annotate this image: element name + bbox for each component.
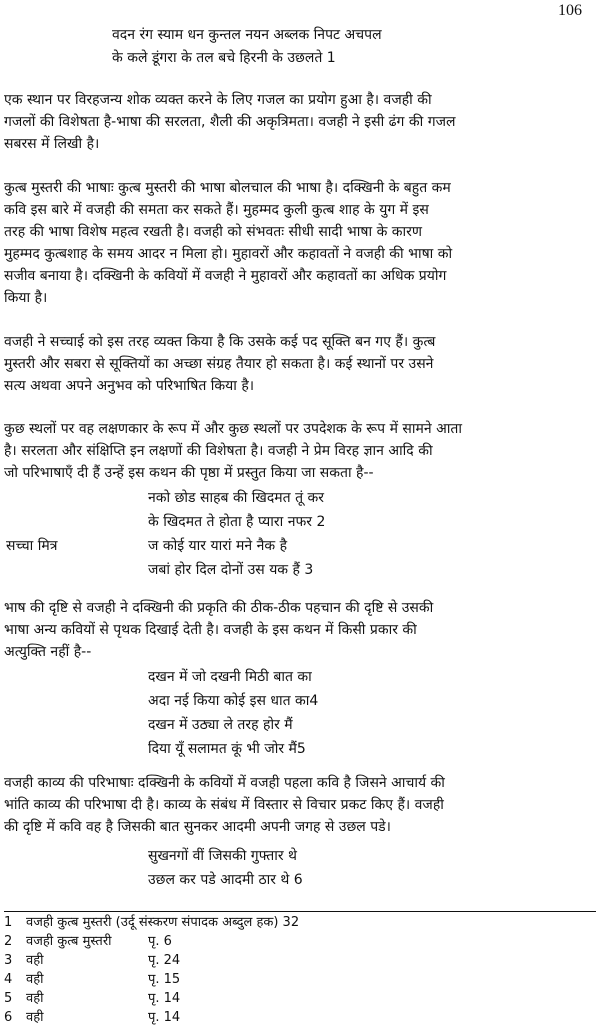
verse-line: के खिदमत ते होता है प्यारा नफर 2 — [148, 514, 326, 530]
paragraph-line: तरह की भाषा विशेष महत्व रखती है। वजही को संभवतः सीधी सादी भाषा के कारण — [4, 224, 422, 240]
verse-line: सुखनगों वीं जिसकी गुफ्तार थे — [148, 848, 297, 864]
paragraph-line: सबरस में लिखी है। — [4, 136, 100, 152]
paragraph-line: कुत्ब मुस्तरी की भाषाः कुत्ब मुस्तरी की भाषा बोलचाल की भाषा है। दक्खिनी के बहुत कम — [4, 180, 451, 196]
top-verse-line-1: वदन रंग स्याम धन कुन्तल नयन अब्लक निपट अचपल — [112, 27, 382, 43]
paragraph-line: गजलों की विशेषता है-भाषा की सरलता, शैली की अकृत्रिमता। वजही ने इसी ढंग की गजल — [4, 114, 456, 130]
paragraph-line: मुस्तरी और सबरा से सूक्तियों का अच्छा संग्रह तैयार हो सकता है। कई स्थानों पर उसने — [4, 356, 434, 372]
top-verse-line-2: के कले डूंगरा के तल बचे हिरनी के उछलते 1 — [112, 50, 336, 66]
paragraph-line: कवि इस बारे में वजही की समता कर सकते हैं। मुहम्मद कुली कुत्ब शाह के युग में इस — [4, 202, 429, 218]
footnote-source: वही — [26, 991, 44, 1006]
paragraph-4 — [4, 418, 596, 484]
footnote-number: 3 — [4, 953, 13, 968]
footnote-5 — [4, 991, 180, 1007]
footnote-1 — [4, 915, 299, 931]
paragraph-line: किया है। — [4, 290, 48, 306]
verse-line: दखन में उठ्या ले तरह होर मैं — [148, 717, 293, 733]
footnote-source: वजही कुत्ब मुस्तरी — [26, 934, 112, 949]
footnote-number: 4 — [4, 972, 13, 987]
paragraph-line: एक स्थान पर विरहजन्य शोक व्यक्त करने के लिए गजल का प्रयोग हुआ है। वजही की — [4, 92, 432, 108]
footnote-page: पृ. 15 — [148, 972, 181, 987]
paragraph-6 — [4, 772, 596, 838]
paragraph-line: अत्युक्ति नहीं है-- — [4, 644, 92, 660]
verse-line: जबां होर दिल दोनों उस यक हैं 3 — [148, 562, 314, 578]
paragraph-line: है। सरलता और संक्षिप्ति इन लक्षणों की विशेषता है। वजही ने प्रेम विरह ज्ञान आदि की — [4, 443, 433, 459]
paragraph-line: की दृष्टि में कवि वह है जिसकी बात सुनकर आदमी अपनी जगह से उछल पडे। — [4, 819, 391, 835]
paragraph-line: सत्य अथवा अपने अनुभव को परिभाषित किया है। — [4, 378, 255, 394]
paragraph-line: मुहम्मद कुत्बशाह के समय आदर न मिला हो। मुहावरों और कहावतों ने वजही की भाषा को — [4, 246, 453, 262]
footnote-6 — [4, 1010, 180, 1026]
footnote-number: 1 — [4, 915, 13, 930]
paragraph-5 — [4, 597, 596, 663]
paragraph-line: वजही ने सच्चाई को इस तरह व्यक्त किया है कि उसके कई पद सूक्ति बन गए हैं। कुत्ब — [4, 334, 436, 350]
footnote-2 — [4, 934, 172, 950]
footnote-source: वही — [26, 1010, 44, 1025]
paragraph-line: कुछ स्थलों पर वह लक्षणकार के रूप में और कुछ स्थलों पर उपदेशक के रूप में सामने आता — [4, 421, 463, 437]
paragraph-line: भाष की दृष्टि से वजही ने दक्खिनी की प्रकृति की ठीक-ठीक पहचान की दृष्टि से उसकी — [4, 600, 434, 616]
verse-line: अदा नई किया कोई इस धात का4 — [148, 693, 319, 709]
verse-line: दखन में जो दखनी मिठी बात का — [148, 669, 312, 685]
footnote-number: 2 — [4, 934, 13, 949]
footnote-divider — [4, 911, 596, 912]
footnote-page: पृ. 6 — [148, 934, 172, 949]
verse-line: ज कोई यार यारां मने नैक है — [148, 538, 288, 554]
paragraph-line: सजीव बनाया है। दक्खिनी के कवियों में वजही ने मुहावरों और कहावतों का अधिक प्रयोग — [4, 268, 447, 284]
side-label-true-friend: सच्चा मित्र — [6, 538, 58, 554]
footnote-page: पृ. 14 — [148, 991, 181, 1006]
paragraph-line: भाषा अन्य कवियों से पृथक दिखाई देती है। वजही के इस कथन में किसी प्रकार की — [4, 622, 417, 638]
verse-line: उछल कर पडे आदमी ठार थे 6 — [148, 872, 303, 888]
paragraph-2 — [4, 177, 596, 309]
paragraph-1 — [4, 89, 596, 155]
footnote-number: 5 — [4, 991, 13, 1006]
verse-line: दिया यूँ सलामत कूं भी जोर मैं5 — [148, 741, 306, 757]
paragraph-3 — [4, 331, 596, 397]
verse-3 — [148, 846, 303, 890]
footnote-source: वही — [26, 972, 44, 987]
verse-line: नको छोड साहब की खिदमत तूं कर — [148, 490, 324, 506]
footnote-4 — [4, 972, 180, 988]
paragraph-line: भांति काव्य की परिभाषा दी है। काव्य के संबंध में विस्तार से विचार प्रकट किए हैं। वजही — [4, 797, 444, 813]
footnote-source: वजही कुत्ब मुस्तरी (उर्दू संस्करण संपादक अब्दुल हक) 32 — [26, 915, 300, 930]
page-number: 106 — [558, 2, 582, 19]
footnote-number: 6 — [4, 1010, 13, 1025]
paragraph-line: जो परिभाषाएँ दी हैं उन्हें इस कथन की पृष्ठा में प्रस्तुत किया जा सकता है-- — [4, 465, 374, 481]
verse-1 — [148, 488, 325, 580]
footnote-page: पृ. 14 — [148, 1010, 181, 1025]
verse-2 — [148, 667, 318, 759]
paragraph-line: वजही काव्य की परिभाषाः दक्खिनी के कवियों में वजही पहला कवि है जिसने आचार्य की — [4, 775, 445, 791]
footnote-page: पृ. 24 — [148, 953, 181, 968]
footnote-source: वही — [26, 953, 44, 968]
footnote-3 — [4, 953, 180, 969]
